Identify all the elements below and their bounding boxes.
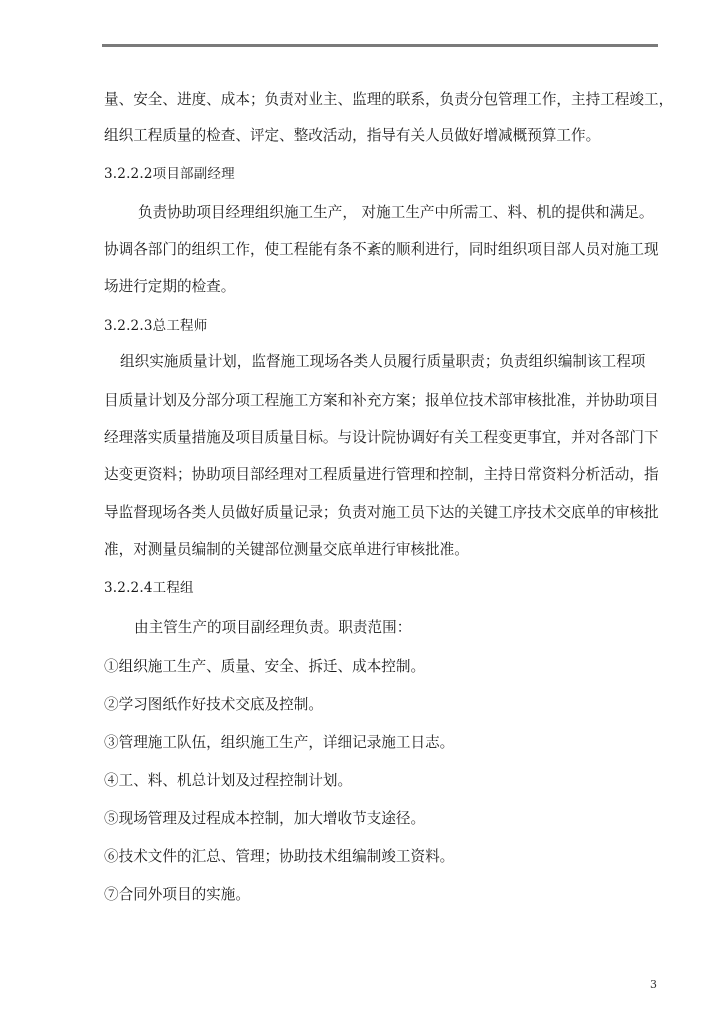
list-item: ⑤现场管理及过程成本控制，加大增收节支途径。 (104, 810, 426, 827)
paragraph-line: 准，对测量员编制的关键部位测量交底单进行审核批准。 (104, 541, 469, 558)
header-rule (102, 44, 658, 47)
paragraph-line: 组织工程质量的检查、评定、整改活动，指导有关人员做好增减概预算工作。 (104, 127, 601, 144)
paragraph-line: 导监督现场各类人员做好质量记录；负责对施工员下达的关键工序技术交底单的审核批 (104, 504, 659, 521)
paragraph-line: 组织实施质量计划，监督施工现场各类人员履行质量职责；负责组织编制该工程项 (120, 353, 646, 370)
list-item: ⑦合同外项目的实施。 (104, 886, 250, 903)
section-heading: 3.2.2.3总工程师 (104, 318, 208, 334)
section-heading: 3.2.2.4工程组 (104, 580, 194, 596)
list-item: ②学习图纸作好技术交底及控制。 (104, 696, 323, 713)
paragraph-line: 由主管生产的项目副经理负责。职责范围： (134, 619, 412, 636)
paragraph-line: 经理落实质量措施及项目质量目标。与设计院协调好有关工程变更事宜，并对各部门下 (104, 429, 659, 446)
page-number: 3 (650, 978, 657, 991)
list-item: ⑥技术文件的汇总、管理；协助技术组编制竣工资料。 (104, 848, 455, 865)
paragraph-line: 协调各部门的组织工作，使工程能有条不紊的顺利进行，同时组织项目部人员对施工现 (104, 241, 659, 258)
list-item: ④工、料、机总计划及过程控制计划。 (104, 772, 353, 789)
list-item: ①组织施工生产、质量、安全、拆迁、成本控制。 (104, 658, 426, 675)
paragraph-line: 场进行定期的检查。 (104, 278, 236, 295)
section-heading: 3.2.2.2项目部副经理 (104, 166, 235, 182)
paragraph-line: 达变更资料；协助项目部经理对工程质量进行管理和控制，主持日常资料分析活动，指 (104, 466, 659, 483)
paragraph-line: 负责协助项目经理组织施工生产， 对施工生产中所需工、料、机的提供和满足。 (138, 204, 654, 221)
paragraph-line: 目质量计划及分部分项工程施工方案和补充方案；报单位技术部审核批准，并协助项目 (104, 392, 659, 409)
paragraph-line: 量、安全、进度、成本；负责对业主、监理的联系，负责分包管理工作，主持工程竣工， (104, 91, 674, 108)
list-item: ③管理施工队伍，组织施工生产，详细记录施工日志。 (104, 734, 455, 751)
